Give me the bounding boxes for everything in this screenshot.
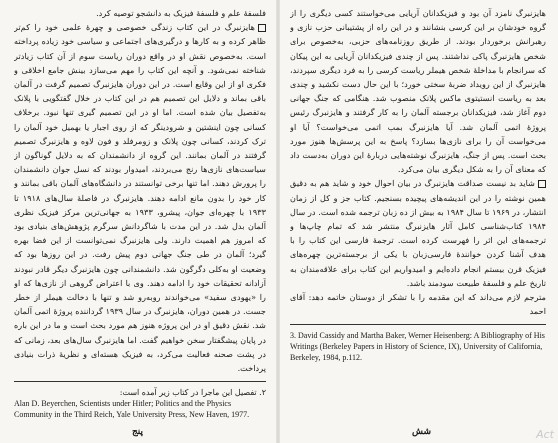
right-page-number: شش <box>412 426 432 437</box>
watermark: Act <box>536 428 554 441</box>
right-footnote-citation: 3. David Cassidy and Martha Baker, Werner Heisenberg: A Bibliography of His Writings (Berkeley Papers in History of Science, IX), University of California, Berkeley, 1984, p.112. <box>290 331 545 363</box>
left-page <box>14 6 266 443</box>
paragraph-marker-icon <box>538 180 546 188</box>
right-paragraph-3: مترجم لازم می‌داند که این مقدمه را با تشکر از دوستان خاتمه دهد: آقای احمد <box>290 292 546 317</box>
footnote-rule <box>14 381 266 382</box>
right-paragraph-1: هایزنبرگ نامزد آن بود و فیزیکدانان آریایی می‌خواستند کسی دیگری را از گروه خودشان بر این کرسی بنشانند و در این راه از پشتیبانی حزب نازی و رهبرانش برخوردار بودند. از طریق روزنامه‌های حزبی، به‌خصوص برای شخص هایزنبرگ پاکی نداشتند. پس از چندی فیزیکدانان آریایی به این پیکان که سرانجام با مداخلهٔ شخص هیملر ریاست کرسی را به فرد دیگری سپردند، هایزنبرگ از این رویداد ضربهٔ سختی خورد؛ با این حال دست نکشید و چندی بعد به ریاست انستیتوی ماکس پلانک منصوب شد. هنگامی که جنگ جهانی دوم آغاز شد، فیزیکدانان برجسته آلمان را به کار گرفتند و هایزنبرگ رئیس پروژهٔ اتمی آلمان شد. آیا هایزنبرگ بمب اتمی می‌خواست؟ آیا او می‌خواست آن را برای نازی‌ها بسازد؟ پاسخ به این پرسش‌ها هنوز مورد بحث است. پس از جنگ، هایزنبرگ نوشته‌هایی دربارهٔ این دوران به‌دست داد که معنای آن را به شکل دیگری بیان می‌کرد. <box>290 8 546 175</box>
left-paragraph-2-text: هایزنبرگ در این کتاب زندگی خصوصی و چهرهٔ علمی خود را کم‌تر ظاهر کرده و به کارها و درگیری‌های اجتماعی و سیاسی خود زیاده پرداخته است. به‌خصوص نقش او در واقع دوران ریاست سوم از آن کتاب زیادتر شناخته نمی‌شود. و آنچه این کتاب را مهم می‌سازد بینش جامع اخلاقی و فکری او از این وقایع است. در این دوران هایزنبرگ تصمیم گرفت در آلمان باقی بماند و دلایل این تصمیم هم در این کتاب در خلال گفتگویی با پلانک به‌تفصیل بیان شده است. اما او در این تصمیم گیری تنها نبود. برخلاف کسانی چون اینشتین و شرودینگر که از روی اجبار یا بهمیل خود آلمان را ترک کردند، کسانی چون پلانک و زومرفلد و فون لاوه و هایزنبرگ تصمیم گرفتند در آلمان بمانند. این گروه از دانشمندان که به دلایل گوناگون از سیاست‌های نازی‌ها رنج می‌بردند، امیدوار بودند که نسل جوان دانشمندان را پرورش دهند. اما تنها برخی توانستند در دانشگاه‌های آلمان باقی بمانند و کار خود را بدون مانع ادامه دهند. هایزنبرگ در فاصلهٔ سال‌های ۱۹۱۸ تا ۱۹۳۳ با چهره‌ای جوان، پیشرو، ۱۹۳۳ به جهانی‌ترین مرکز فیزیک نظری آلمان بدل شد. در این مدت با شاگردانش سرگرم پژوهش‌های بنیادی بود که امروز هم اهمیت دارند. ولی هایزنبرگ نمی‌توانست از این فضا بهره گیرد؛ آلمان در طی جنگ جهانی دوم پیش رفت. در این روزها بود که وضعیت او به‌کلی دگرگون شد. دانشمندانی چون هایزنبرگ دیگر قادر نبودند آزادانه تحقیقات خود را ادامه دهند. وی با اعتراض گروهی از نازی‌ها که او را «یهودی سفید» می‌خواندند روبه‌رو شد و تنها با دخالت هیملر از خطر جست. در همین دوران، هایزنبرگ در سال ۱۹۳۹ گرداننده پروژهٔ اتمی آلمان شد. نقش دقیق او در این پروژه هنوز هم مورد بحث است و ما در این باره در پایان پیشگفتار سخن خواهیم گفت. اما هایزنبرگ سال‌های بعد، زمانی که در پشت صحنه فعالیت می‌کرد، به فیزیک هسته‌ای و نظریهٔ ذرات بنیادی پرداخت. <box>14 22 266 374</box>
right-paragraph-2-text: شاید بد نیست صداقت هایزنبرگ در بیان احوال خود و شاید هم به دقیق همین نوشته را در این اندیشه‌های پیچیده بسنجیم. کتاب جز و کل از زمان انتشار، در ۱۹۶۹ تا سال ۱۹۸۴ به بیش از ده زبان ترجمه شده است. در سال ۱۹۸۴ کتاب‌شناسی کامل آثار هایزنبرگ منتشر شد که تمام چاپ‌ها و ترجمه‌های این اثر را فهرست کرده است. ترجمهٔ فارسی این کتاب را با هدف آشنا کردن خوانندهٔ فارسی‌زبان با یکی از برجسته‌ترین چهره‌های فیزیک قرن بیستم انجام داده‌ایم و امیدواریم این کتاب برای علاقه‌مندان به تاریخ علم و فلسفهٔ طبیعت سودمند باشد. <box>290 178 546 288</box>
left-paragraph-1: فلسفهٔ علم و فلسفهٔ فیزیک به دانشجو توصیه کرد. <box>96 8 266 18</box>
footnote-rule <box>290 324 546 325</box>
paragraph-marker-icon <box>258 24 266 32</box>
left-page-number: پنج <box>132 426 144 437</box>
left-footnote-rtl: ۲. تفصیل این ماجرا در کتاب زیر آمده است: <box>119 388 266 398</box>
right-paragraph-2 <box>290 176 546 290</box>
left-footnote-citation: Alan D. Beyerchen, Scientists under Hitler; Politics and the Physics Community in the Third Reich, Yale University Press, New Haven, 1977. <box>14 399 250 420</box>
book-gutter <box>276 0 280 443</box>
left-paragraph-2 <box>14 20 266 375</box>
right-page <box>290 6 546 443</box>
